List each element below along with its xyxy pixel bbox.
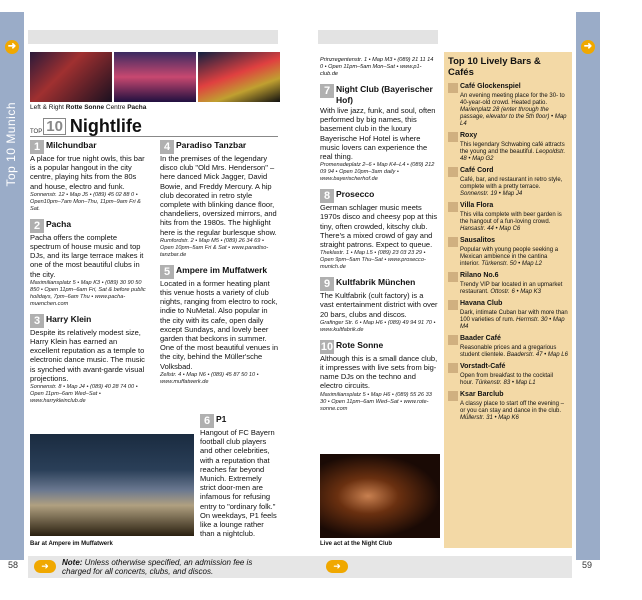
right-column [320, 57, 438, 419]
entry-name: Harry Klein [46, 313, 92, 324]
sidebar-item [448, 334, 568, 359]
sidebar-number-box [448, 202, 458, 212]
photo-caption-left: Bar at Ampere im Muffatwerk [30, 541, 113, 547]
sidebar-item-name: Roxy [460, 132, 478, 139]
hero-caption: Left & Right Rotte Sonne Centre Pacha [30, 104, 147, 111]
section-heading [30, 116, 142, 137]
page-number-left: 58 [8, 560, 19, 570]
sidebar-item-body: Trendy VIP bar located in an upmarket restaurant. Ottostr. 6 • Map K3 [460, 282, 563, 295]
entry [320, 189, 438, 271]
entry [160, 265, 278, 386]
entry-name: Ampere im Muffatwerk [176, 264, 268, 275]
entry-info: Prinzregentenstr. 1 • Map M3 • (089) 21 11 14 0 • Open 11pm–5am Mon–Sat • www.p1-club.de [320, 57, 434, 77]
entry [160, 140, 278, 259]
entry-body: Located in a former heating plant this venue hosts a variety of club nights, ranging from electro to rock, indie to NuMetal. Also popular in the city with its cafe, open daily except Sundays, and lovely beer garden that beckons in summer. One of the most beautiful venues in the city, behind the Müller'sche Volksbad. [160, 278, 278, 371]
page-number-right: 59 [581, 560, 592, 570]
entry [30, 140, 148, 213]
entry-info: Theklastr. 1 • Map L5 • (089) 23 03 23 29 • Open 9pm–5am Thu–Sat • www.prosecco-munich.de [320, 250, 426, 271]
entry-name: Rote Sonne [336, 339, 384, 350]
bars-cafes-sidebar [444, 52, 572, 548]
top-rule-right [318, 30, 438, 44]
entry-body: With live jazz, funk, and soul, often performed by big names, this basement club in the luxury Bayerische Hof Hotel is where music lovers can experience the real thing. [320, 106, 436, 162]
entry [30, 219, 148, 308]
arrow-icon: ➜ [581, 40, 595, 54]
arrow-icon: ➜ [5, 40, 19, 54]
entry [320, 277, 438, 334]
entry-number: 6 [200, 414, 214, 428]
sidebar-item-name: Sausalitos [460, 237, 496, 244]
heading-divider [30, 136, 278, 137]
entry-info: Sonnenstr. 12 • Map J5 • (089) 45 02 88 0 • Open10pm–7am Mon–Thu, 11pm–9am Fri & Sat. [30, 191, 141, 212]
photo-night-club [320, 454, 440, 538]
entry-name: Milchundbar [46, 140, 97, 150]
sidebar-item-name: Café Glockenspiel [460, 83, 521, 90]
footer-bar [28, 556, 572, 578]
sidebar-item-body: A classy place to start off the evening – or you can stay and dance in the club. Müllerstr. 31 • Map K6 [460, 401, 564, 421]
sidebar-item [448, 390, 568, 422]
entry [30, 314, 148, 405]
photo-ampere-bar [30, 434, 194, 536]
left-side-title: Top 10 Munich [4, 102, 18, 187]
sidebar-item-name: Rilano No.6 [460, 272, 499, 279]
sidebar-item-name: Havana Club [460, 300, 503, 307]
sidebar-item-name: Ksar Barclub [460, 391, 504, 398]
sidebar-item [448, 82, 568, 128]
sidebar-item-body: This legendary Schwabing café attracts the young and the beautiful. Leopoldstr. 48 • Map G2 [460, 142, 566, 162]
entry-number: 4 [160, 140, 174, 154]
entry [320, 84, 438, 183]
page-title: Nightlife [69, 116, 142, 136]
arrow-icon: ➜ [326, 560, 348, 573]
photo-pacha-centre [114, 52, 196, 102]
entry-info: Grafinger Str. 6 • Map H6 • (089) 49 94 91 70 • www.kultfabrik.de [320, 319, 436, 333]
entry-number: 1 [30, 140, 44, 154]
entry-info: Maximiliansplatz 5 • Map K3 • (089) 30 90 50 850 • Open 11pm–6am Fri, Sat & before public holidays, 7pm–6am Thu • www.pacha-muenchen.com [30, 279, 146, 307]
sidebar-number-box [448, 363, 458, 373]
entry-number: 7 [320, 84, 334, 98]
top-rule-left [28, 30, 278, 44]
sidebar-number-box [448, 237, 458, 247]
sidebar-title: Top 10 Lively Bars & Cafés [448, 56, 541, 78]
photo-rote-sonne [30, 52, 112, 102]
sidebar-item [448, 299, 568, 331]
sidebar-item-body: An evening meeting place for the 30- to 40-year-old crowd. Heated patio. Marienplatz 28 (enter through the passage, elevator to the 5th floor) • Map L4 [460, 93, 567, 127]
sidebar-number-box [448, 132, 458, 142]
sidebar-item-name: Vorstadt-Café [460, 363, 506, 370]
entry-body: In the premises of the legendary disco club "Old Mrs. Henderson" – here danced Mick Jagger, David Bowie, and Freddy Mercury. A hip club decorated in retro style complete with blinking dance floor, chandeliers, oversized mirrors, and hits from the 1980s. The highlight here is the regular burlesque show. [160, 154, 277, 237]
sidebar-item-body: Reasonable prices and a gregarious student clientele. Baaderstr. 47 • Map L6 [460, 345, 568, 358]
entry-body: Pacha offers the complete spectrum of house music and top DJs, and its large terrace makes it one of the most beautiful clubs in the city. [30, 232, 144, 279]
left-column-1 [30, 140, 148, 411]
sidebar-number-box [448, 167, 458, 177]
entry-name: Paradiso Tanzbar [176, 140, 247, 150]
entry-info: Maximiliansplatz 5 • Map H6 • (089) 55 26 33 30 • Open 11pm–6am Wed–Sat • www.rote-sonne.com [320, 391, 432, 412]
entry-p1 [200, 414, 278, 538]
entry-number: 2 [30, 219, 44, 233]
sidebar-item [448, 236, 568, 268]
photo-caption-right: Live act at the Night Club [320, 541, 393, 547]
sidebar-item-name: Café Cord [460, 167, 494, 174]
left-side-strip [0, 12, 24, 560]
sidebar-item-name: Baader Café [460, 335, 501, 342]
top10-logo: TOP 10 [30, 118, 66, 135]
sidebar-number-box [448, 272, 458, 282]
entry-info: Promenadeplatz 2–6 • Map K4–L4 • (089) 212 09 94 • Open 10pm–3am daily • www.bayerischerhof.de [320, 162, 435, 183]
right-side-title: Top 10 Munich [628, 57, 642, 142]
sidebar-item [448, 271, 568, 296]
entry-info: Zellstr. 4 • Map N6 • (089) 45 87 50 10 • www.muffatwerk.de [160, 371, 259, 385]
entry-body: German schlager music meets 1970s disco and cheesy pop at this tiny, often crowded, kitschy club. There's a mixed crowd of gay and straight patrons. Expect to queue. [320, 203, 438, 250]
entry [320, 340, 438, 413]
entry-name: Pacha [46, 218, 72, 229]
sidebar-item [448, 131, 568, 163]
arrow-icon: ➜ [34, 560, 56, 573]
entry-body: A place for true night owls, this bar is a popular hangout in the city centre, playing hits from the 80s and house, electro and funk. [30, 154, 145, 191]
entry-name: Kultfabrik München [336, 277, 416, 288]
footer-note: Note: Unless otherwise specified, an admission fee is charged for all concerts, clubs, and discos. [62, 558, 253, 576]
sidebar-item [448, 362, 568, 387]
entry-name: Prosecco [336, 189, 375, 200]
entry-number: 9 [320, 277, 334, 291]
entry-name: Night Club (Bayerischer Hof) [336, 84, 433, 105]
hero-photos [30, 52, 280, 102]
entry-number: 10 [320, 340, 334, 353]
sidebar-item-body: Popular with young people seeking a Mexican ambience in the cantina interior. Türkenstr. 50 • Map L2 [460, 247, 559, 267]
sidebar-item-body: Open from breakfast to the cocktail hour. Türkenstr. 83 • Map L1 [460, 373, 554, 386]
sidebar-number-box [448, 335, 458, 345]
sidebar-item-name: Villa Flora [460, 202, 494, 209]
entry-body: Hangout of FC Bayern football club players and other celebrities, with a reputation that reaches far beyond Munich. Extremely strict door-men are infamous for refusing entry to "ordinary folk." On weekdays, P1 feels like a lounge rather than a nightclub. [200, 428, 277, 539]
entry-body: Despite its relatively modest size, Harry Klein has earned an excellent reputation as a temple to electronic dance music. The music is synched with avant-garde visual projections. [30, 327, 145, 383]
sidebar-item-body: Dark, intimate Cuban bar with more than 100 varieties of rum. Herrnstr. 30 • Map M4 [460, 310, 568, 330]
entry-name: P1 [216, 414, 227, 424]
left-column-2 [160, 140, 278, 392]
photo-rote-sonne-right [198, 52, 280, 102]
sidebar-item [448, 201, 568, 233]
sidebar-number-box [448, 391, 458, 401]
sidebar-number-box [448, 83, 458, 93]
entry-number: 8 [320, 189, 334, 203]
entry-info: Sonnenstr. 8 • Map J4 • (089) 40 28 74 00 • Open 11pm–6am Wed–Sat • www.harrykleinclub.de [30, 384, 138, 405]
entry-number: 3 [30, 314, 44, 328]
entry-info: Rumfordstr. 2 • Map M5 • (089) 26 34 69 • Open 10pm–5am Fri & Sat • www.paradiso-tanzbar.de [160, 237, 269, 258]
entry-number: 5 [160, 265, 174, 279]
sidebar-number-box [448, 300, 458, 310]
entry-body: The Kultfabrik (cult factory) is a vast entertainment district with over 20 bars, clubs and discos. [320, 291, 438, 319]
sidebar-item-body: Café, bar, and restaurant in retro style, complete with a pretty terrace. Sonnenstr. 19 • Map J4 [460, 177, 563, 197]
entry-body: Although this is a small dance club, it impresses with live sets from big-name DJs on the techno and electro circuits. [320, 353, 438, 391]
right-side-strip [576, 12, 642, 560]
sidebar-item-body: This villa complete with beer garden is the hangout of a fun-loving crowd. Hansastr. 44 • Map C6 [460, 212, 562, 232]
sidebar-item [448, 166, 568, 198]
